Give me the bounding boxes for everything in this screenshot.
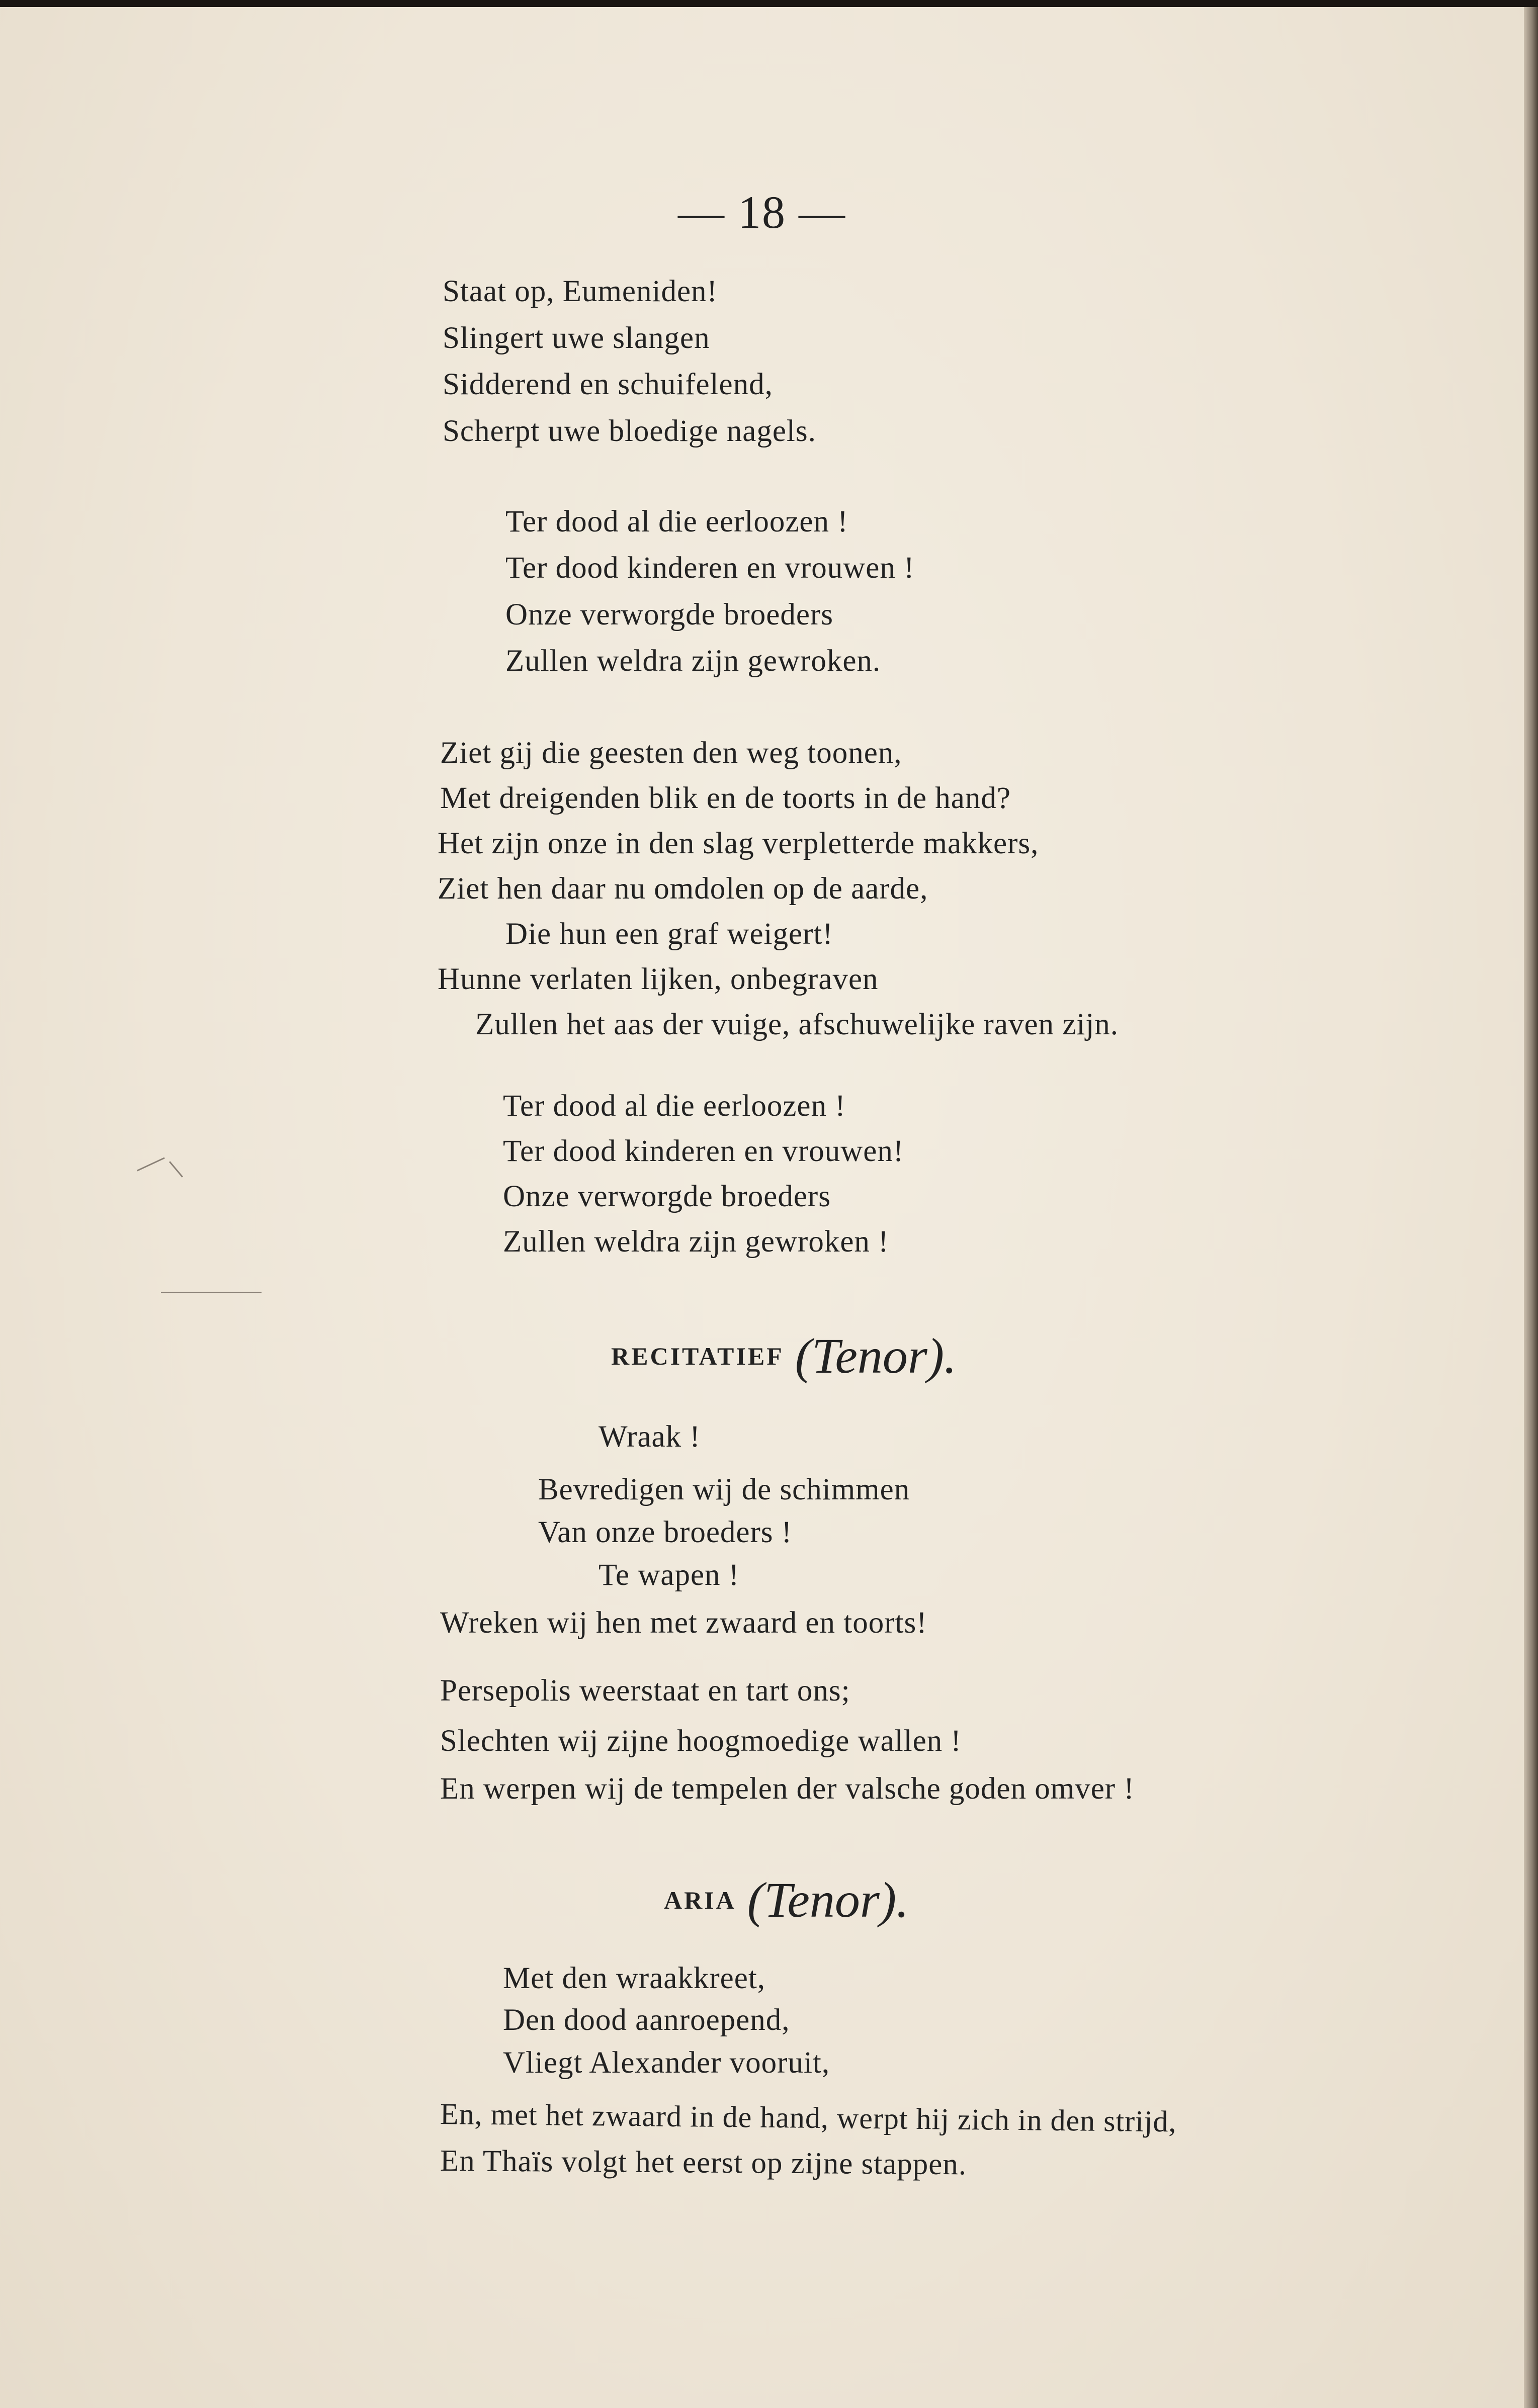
aria-heading xyxy=(664,1872,909,1928)
aria-line: En, met het zwaard in de hand, werpt hij zich in den strijd, xyxy=(440,2097,1177,2138)
verse-line: Sidderend en schuifelend, xyxy=(443,368,773,401)
recitatief-line: Van onze broeders ! xyxy=(538,1515,793,1549)
aria-line: En Thaïs volgt het eerst op zijne stappen. xyxy=(440,2144,967,2182)
verse-line: Ziet hen daar nu omdolen op de aarde, xyxy=(438,872,928,906)
verse-line: Die hun een graf weigert! xyxy=(505,917,833,951)
recitatief-line: Slechten wij zijne hoogmoedige wallen ! xyxy=(440,1724,962,1758)
book-page xyxy=(0,7,1524,2408)
book-spine-edge xyxy=(1524,7,1538,2408)
refrain-line: Ter dood al die eerloozen ! xyxy=(503,1089,846,1123)
verse-line: Zullen het aas der vuige, afschuwelijke raven zijn. xyxy=(475,1008,1119,1041)
recitatief-line: Persepolis weerstaat en tart ons; xyxy=(440,1674,850,1708)
recitatief-line: En werpen wij de tempelen der valsche goden omver ! xyxy=(440,1772,1135,1806)
verse-line: Scherpt uwe bloedige nagels. xyxy=(443,414,816,448)
refrain-line: Ter dood al die eerloozen ! xyxy=(505,505,848,539)
recitatief-line: Bevredigen wij de schimmen xyxy=(538,1473,910,1506)
verse-line: Hunne verlaten lijken, onbegraven xyxy=(438,962,879,996)
verse-line: Slingert uwe slangen xyxy=(443,321,710,355)
recitatief-label: RECITATIEF xyxy=(611,1342,784,1370)
aria-line: Den dood aanroepend, xyxy=(503,2003,790,2037)
recitatief-line: Wreken wij hen met zwaard en toorts! xyxy=(440,1606,927,1640)
pencil-mark xyxy=(161,1292,262,1293)
recitatief-line: Wraak ! xyxy=(599,1420,701,1454)
aria-voice: (Tenor). xyxy=(747,1872,909,1928)
verse-line: Het zijn onze in den slag verpletterde makkers, xyxy=(438,827,1039,860)
refrain-line: Ter dood kinderen en vrouwen! xyxy=(503,1134,904,1168)
pencil-mark xyxy=(137,1157,165,1171)
refrain-line: Onze verworgde broeders xyxy=(505,598,833,632)
verse-line: Staat op, Eumeniden! xyxy=(443,275,718,308)
refrain-line: Ter dood kinderen en vrouwen ! xyxy=(505,551,915,585)
aria-line: Vliegt Alexander vooruit, xyxy=(503,2046,830,2080)
aria-label: ARIA xyxy=(664,1886,736,1914)
aria-line: Met den wraakkreet, xyxy=(503,1961,766,1995)
recitatief-heading xyxy=(611,1328,957,1384)
refrain-line: Zullen weldra zijn gewroken ! xyxy=(503,1225,889,1259)
refrain-line: Onze verworgde broeders xyxy=(503,1180,831,1213)
recitatief-line: Te wapen ! xyxy=(599,1558,740,1592)
pencil-mark xyxy=(169,1161,183,1178)
recitatief-voice: (Tenor). xyxy=(795,1328,957,1384)
verse-line: Ziet gij die geesten den weg toonen, xyxy=(440,736,902,770)
verse-line: Met dreigenden blik en de toorts in de hand? xyxy=(440,781,1011,815)
refrain-line: Zullen weldra zijn gewroken. xyxy=(505,644,881,678)
page-number: — 18 — xyxy=(678,187,846,238)
